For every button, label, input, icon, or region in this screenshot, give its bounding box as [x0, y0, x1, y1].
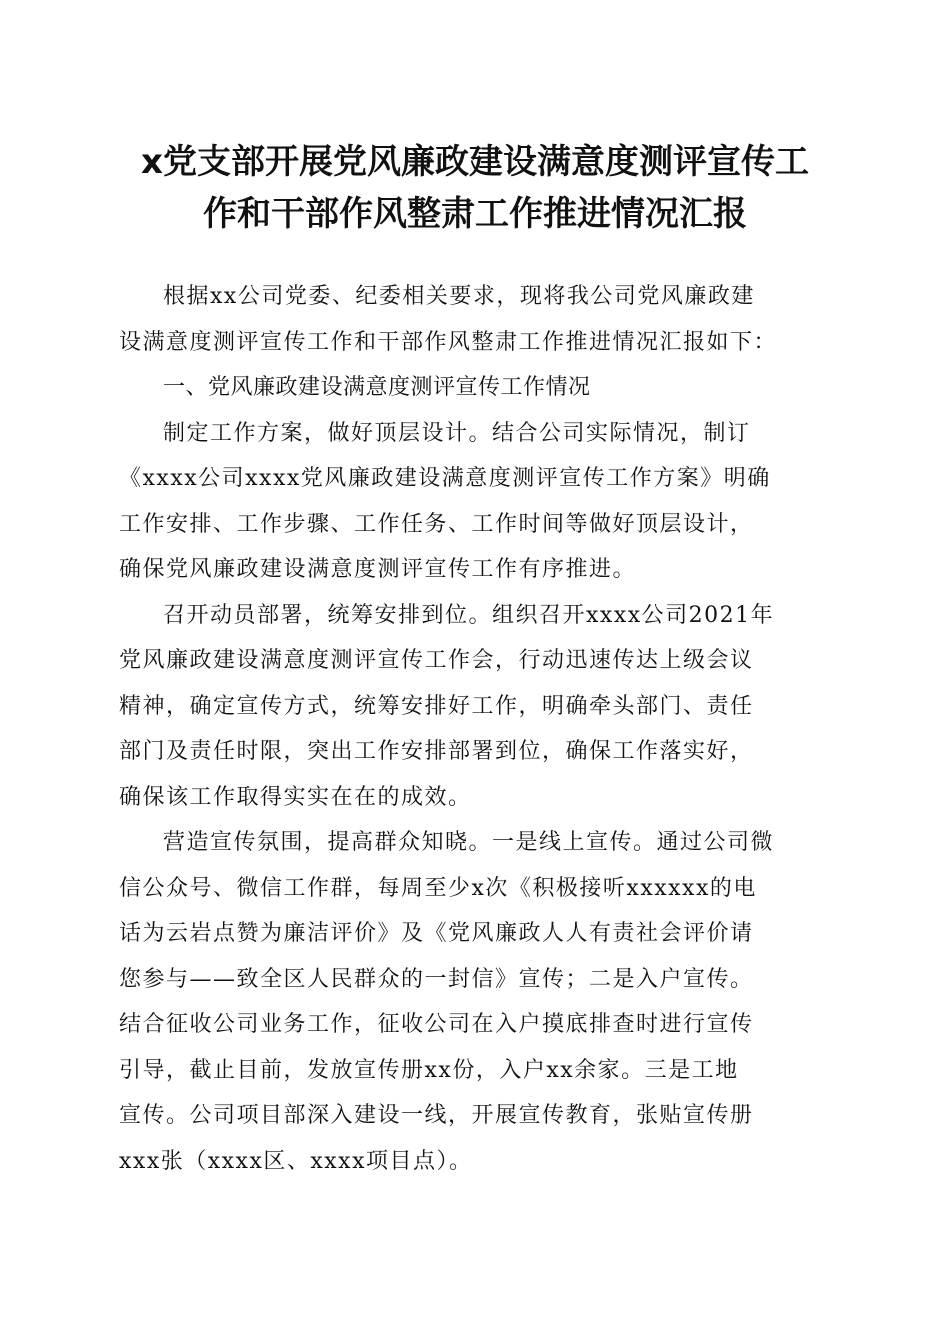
paragraph-meeting: [119, 593, 831, 821]
text-line: 营造宣传氛围，提高群众知晓。一是线上宣传。通过公司微: [163, 830, 775, 855]
text-line: 精神，确定宣传方式，统筹安排好工作，明确牵头部门、责任: [119, 693, 754, 719]
text-line: 党风廉政建设满意度测评宣传工作会，行动迅速传达上级会议: [119, 648, 754, 673]
paragraph-publicity: [119, 820, 831, 1184]
text-line: 部门及责任时限，突出工作安排部署到位，确保工作落实好，: [119, 739, 754, 764]
text-line: 引导，截止目前，发放宣传册xx份，入户xx余家。三是工地: [119, 1057, 739, 1083]
section-heading: 一、党风廉政建设满意度测评宣传工作情况: [163, 375, 591, 400]
text-line: 制定工作方案，做好顶层设计。结合公司实际情况，制订: [163, 420, 751, 446]
text-line: 宣传。公司项目部深入建设一线，开展宣传教育，张贴宣传册: [119, 1103, 754, 1128]
title-line-2: 作和干部作风整肃工作推进情况汇报: [203, 194, 747, 234]
document-title: [100, 136, 850, 240]
document-body: [119, 274, 831, 1184]
text-line: 设满意度测评宣传工作和干部作风整肃工作推进情况汇报如下：: [119, 329, 778, 355]
text-line: 结合征收公司业务工作，征收公司在入户摸底排查时进行宣传: [119, 1012, 754, 1037]
text-line: xxx张（xxxx区、xxxx项目点）。: [119, 1148, 473, 1174]
text-line: 《xxxx公司xxxx党风廉政建设满意度测评宣传工作方案》明确: [119, 466, 771, 491]
text-line: 您参与——致全区人民群众的一封信》宣传；二是入户宣传。: [119, 966, 754, 992]
paragraph-plan: [119, 411, 831, 593]
text-line: 确保该工作取得实实在在的成效。: [119, 784, 472, 810]
text-line: 确保党风廉政建设满意度测评宣传工作有序推进。: [119, 557, 637, 582]
text-line: 召开动员部署，统筹安排到位。组织召开xxxx公司2021年: [163, 602, 775, 628]
text-line: 工作安排、工作步骤、工作任务、工作时间等做好顶层设计，: [119, 511, 754, 537]
intro-paragraph: [119, 274, 831, 365]
text-line: 话为云岩点赞为廉洁评价》及《党风廉政人人有责社会评价请: [119, 921, 754, 946]
title-line-1: x党支部开展党风廉政建设满意度测评宣传工: [141, 142, 809, 182]
text-line: 信公众号、微信工作群，每周至少x次《积极接听xxxxxx的电: [119, 875, 757, 901]
text-line: 根据xx公司党委、纪委相关要求，现将我公司党风廉政建: [163, 284, 755, 309]
